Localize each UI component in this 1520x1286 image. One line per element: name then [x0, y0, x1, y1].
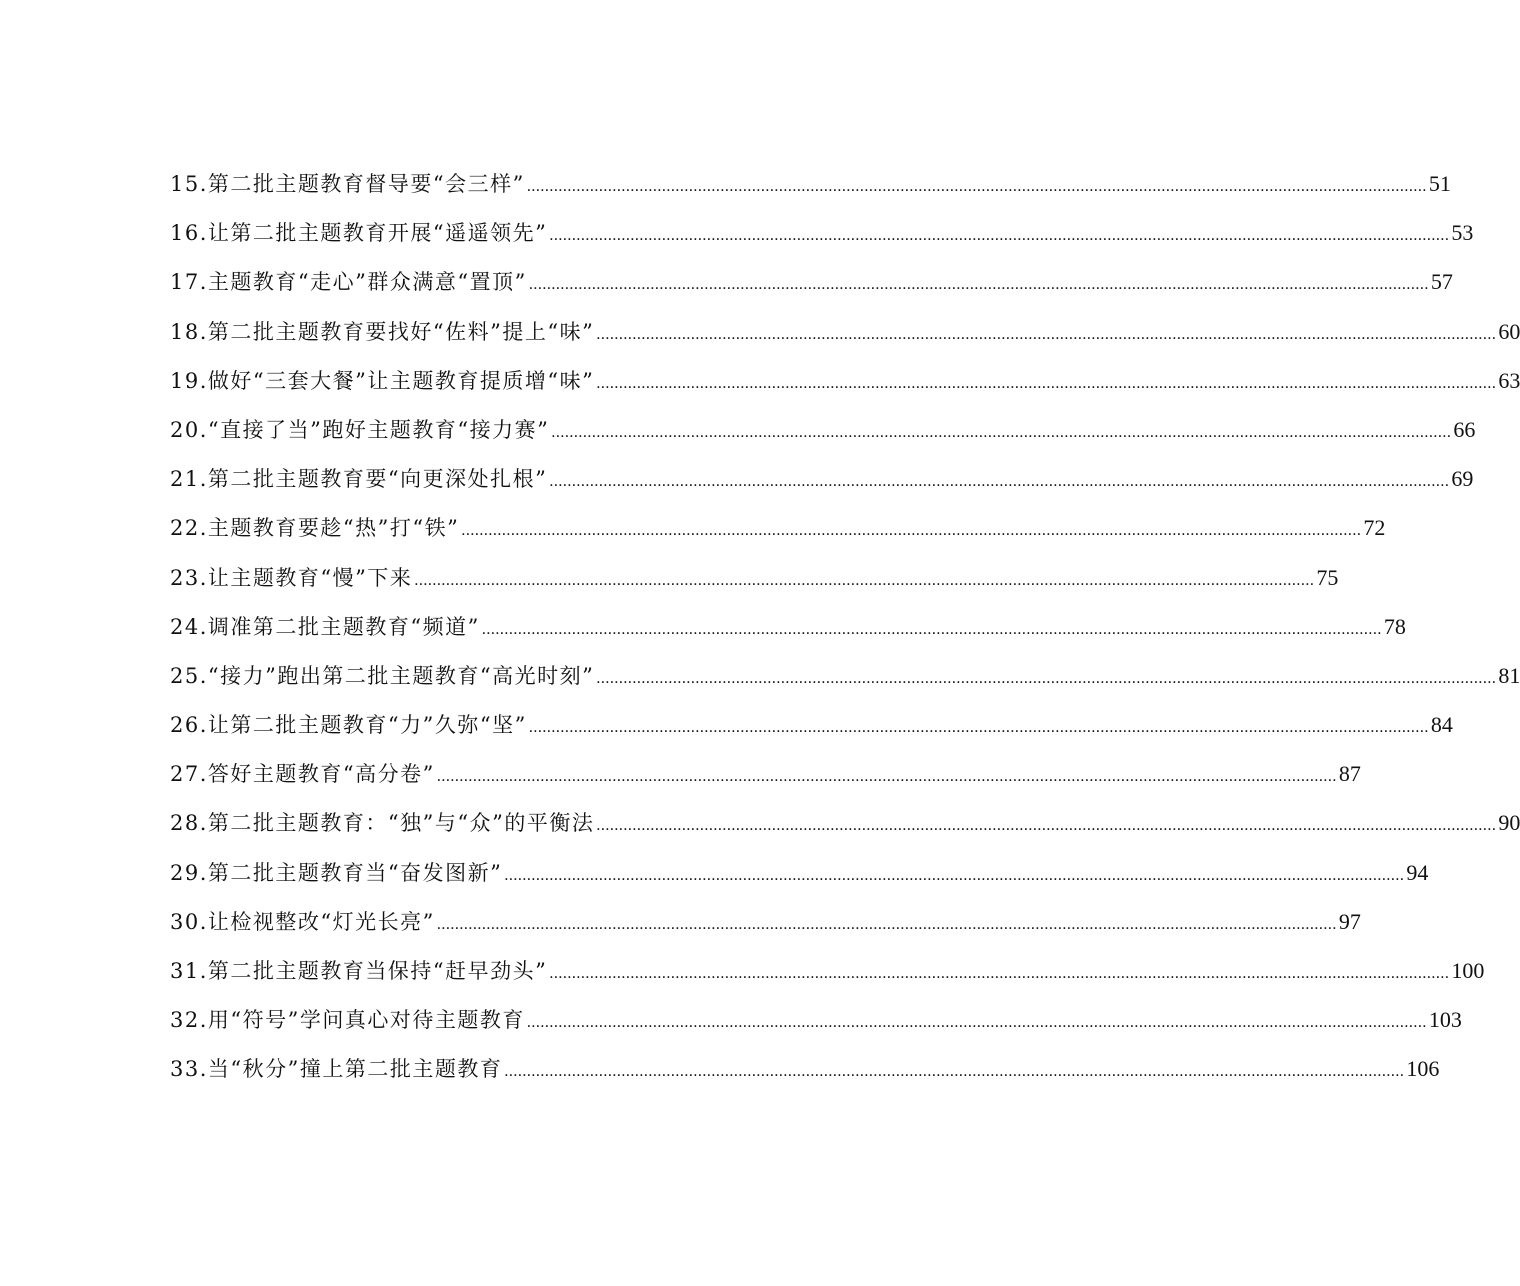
toc-entry-title: 22.主题教育要趁“热”打“铁” [170, 516, 460, 541]
toc-entry-20[interactable] [170, 405, 1476, 454]
toc-page-number: 63 [1498, 367, 1520, 393]
toc-entry-25[interactable] [170, 651, 1520, 700]
toc-entry-21[interactable] [170, 454, 1474, 503]
toc-entry-title: 29.第二批主题教育当“奋发图新” [170, 860, 503, 885]
toc-page-number: 90 [1498, 810, 1520, 836]
dot-leader [529, 703, 1429, 752]
toc-page-number: 78 [1383, 613, 1406, 639]
dot-leader [437, 900, 1337, 949]
table-of-contents [170, 159, 1520, 1094]
dot-leader [596, 359, 1496, 408]
toc-page-number: 60 [1498, 318, 1520, 344]
toc-entry-title: 17.主题教育“走心”群众满意“置顶” [170, 270, 527, 295]
dot-leader [504, 851, 1404, 900]
dot-leader [596, 310, 1496, 359]
toc-page-number: 66 [1453, 416, 1476, 442]
dot-leader [549, 949, 1449, 998]
toc-entry-title: 24.调准第二批主题教育“频道” [170, 614, 480, 639]
toc-entry-16[interactable] [170, 208, 1474, 257]
toc-page-number: 94 [1406, 859, 1429, 885]
dot-leader [549, 211, 1449, 260]
toc-entry-title: 27.答好主题教育“高分卷” [170, 762, 435, 787]
toc-entry-title: 20.“直接了当”跑好主题教育“接力赛” [170, 417, 550, 442]
toc-entry-15[interactable] [170, 159, 1451, 208]
toc-entry-22[interactable] [170, 503, 1386, 552]
toc-entry-29[interactable] [170, 848, 1429, 897]
toc-page-number: 97 [1338, 908, 1361, 934]
toc-entry-23[interactable] [170, 553, 1339, 602]
dot-leader [504, 1047, 1404, 1096]
toc-entry-title: 19.做好“三套大餐”让主题教育提质增“味” [170, 368, 595, 393]
toc-page-number: 103 [1428, 1007, 1462, 1033]
dot-leader [527, 162, 1427, 211]
toc-page-number: 106 [1406, 1056, 1440, 1082]
toc-entry-31[interactable] [170, 946, 1485, 995]
toc-page-number: 100 [1451, 958, 1485, 983]
toc-entry-title: 15.第二批主题教育督导要“会三样” [170, 172, 525, 196]
toc-entry-title: 28.第二批主题教育：“独”与“众”的平衡法 [170, 811, 595, 836]
toc-page-number: 87 [1338, 761, 1361, 787]
toc-entry-30[interactable] [170, 897, 1361, 946]
toc-page-number: 57 [1430, 269, 1453, 295]
toc-entry-19[interactable] [170, 356, 1520, 405]
toc-page-number: 81 [1498, 662, 1520, 688]
dot-leader [461, 506, 1361, 555]
toc-page-number: 72 [1363, 515, 1386, 541]
toc-entry-title: 16.让第二批主题教育开展“遥遥领先” [170, 221, 548, 246]
toc-entry-28[interactable] [170, 798, 1520, 847]
toc-entry-title: 32.用“符号”学问真心对待主题教育 [170, 1008, 525, 1033]
toc-entry-title: 18.第二批主题教育要找好“佐料”提上“味” [170, 319, 595, 344]
dot-leader [551, 408, 1451, 457]
toc-entry-title: 23.让主题教育“慢”下来 [170, 565, 413, 590]
dot-leader [549, 457, 1449, 506]
toc-entry-32[interactable] [170, 995, 1462, 1044]
toc-entry-title: 25.“接力”跑出第二批主题教育“高光时刻” [170, 663, 595, 688]
toc-entry-title: 30.让检视整改“灯光长亮” [170, 909, 435, 934]
dot-leader [437, 752, 1337, 801]
toc-entry-title: 21.第二批主题教育要“向更深处扎根” [170, 467, 548, 492]
toc-entry-17[interactable] [170, 257, 1453, 306]
toc-entry-title: 26.让第二批主题教育“力”久弥“坚” [170, 713, 527, 738]
toc-entry-26[interactable] [170, 700, 1453, 749]
toc-page-number: 53 [1451, 220, 1474, 246]
dot-leader [596, 801, 1496, 850]
dot-leader [596, 654, 1496, 703]
toc-page-number: 84 [1430, 712, 1453, 738]
toc-entry-24[interactable] [170, 602, 1406, 651]
toc-entry-27[interactable] [170, 749, 1361, 798]
toc-page-number: 51 [1428, 171, 1451, 196]
toc-entry-33[interactable] [170, 1044, 1440, 1093]
dot-leader [527, 998, 1427, 1047]
dot-leader [529, 260, 1429, 309]
toc-entry-18[interactable] [170, 307, 1520, 356]
toc-page-number: 69 [1451, 466, 1474, 492]
toc-entry-title: 31.第二批主题教育当保持“赶早劲头” [170, 959, 548, 983]
toc-page-number: 75 [1316, 564, 1339, 590]
toc-entry-title: 33.当“秋分”撞上第二批主题教育 [170, 1057, 503, 1082]
dot-leader [482, 605, 1382, 654]
dot-leader [414, 556, 1314, 605]
